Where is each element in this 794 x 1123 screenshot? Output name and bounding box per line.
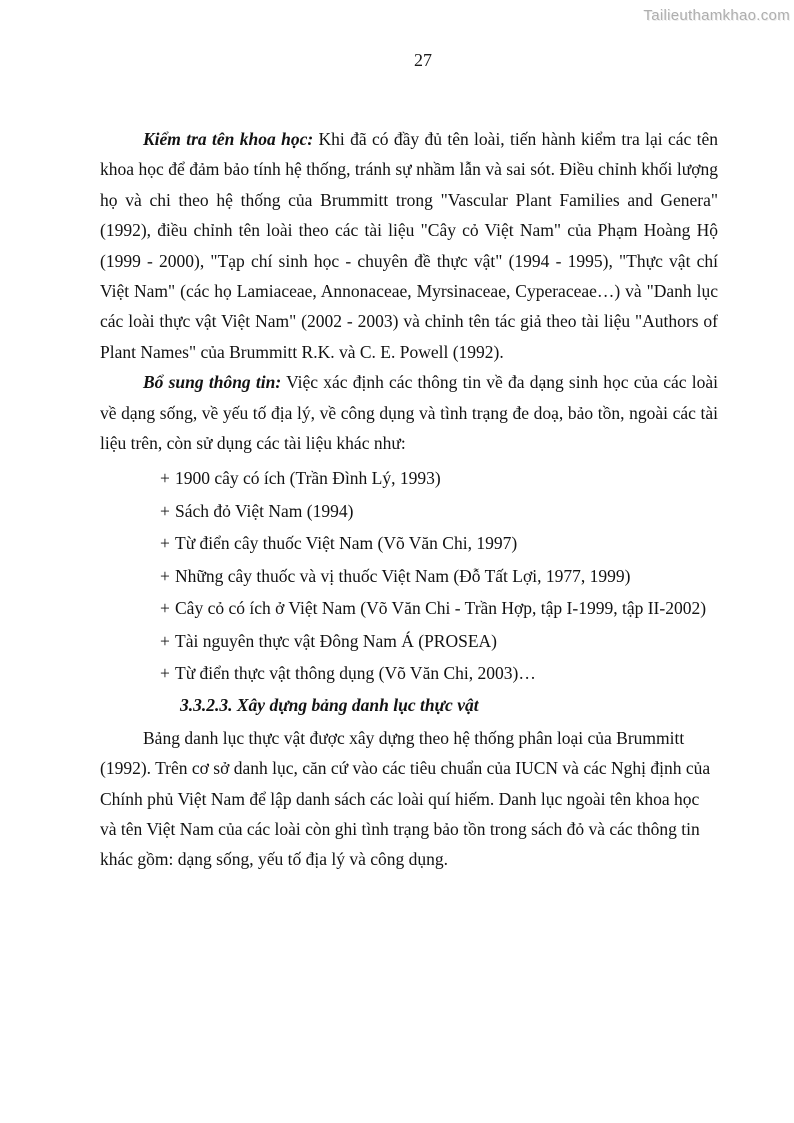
paragraph-supplement-info: [100, 367, 718, 458]
paragraph-checklist-construction: Bảng danh lục thực vật được xây dựng theo hệ thống phân loại của Brummitt (1992). Trên cơ sở danh lục, căn cứ vào các tiêu chuẩn của IUCN và các Nghị định của Chính phủ Việt Nam để lập danh sách các loài quí hiếm. Danh lục ngoài tên khoa học và tên Việt Nam của các loài còn ghi tình trạng bảo tồn trong sách đỏ và các thông tin khác gồm: dạng sống, yếu tố địa lý và công dụng.: [100, 727, 711, 870]
paragraph-body-check: Khi đã có đầy đủ tên loài, tiến hành kiểm tra lại các tên khoa học để đảm bảo tính hệ thống, tránh sự nhầm lẫn và sai sót. Điều chỉnh khối lượng họ và chi theo hệ thống của Brummitt trong "Vascular Plant Families and Genera" (1992), điều chỉnh tên loài theo các tài liệu "Cây cỏ Việt Nam" của Phạm Hoàng Hộ (1999 - 2000), "Tạp chí sinh học - chuyên đề thực vật" (1994 - 1995), "Thực vật chí Việt Nam" (các họ Lamiaceae, Annonaceae, Myrsinaceae, Cyperaceae…) và "Danh lục các loài thực vật Việt Nam" (2002 - 2003) và chỉnh tên tác giả theo tài liệu "Authors of Plant Names" của Brummitt R.K. và C. E. Powell (1992).: [100, 129, 719, 362]
reference-list: [100, 463, 718, 688]
list-item-text: Từ điển thực vật thông dụng (Võ Văn Chi, 2003)…: [175, 662, 536, 683]
plus-marker: +: [160, 565, 170, 586]
paragraph-lead-supplement: Bổ sung thông tin:: [143, 372, 282, 393]
plus-marker: +: [160, 662, 170, 683]
plus-marker: +: [160, 500, 170, 521]
site-watermark: Tailieuthamkhao.com: [643, 7, 790, 24]
list-item: [100, 626, 718, 656]
paragraph-body-supplement: Việc xác định các thông tin về đa dạng sinh học của các loài về dạng sống, về yếu tố địa lý, về công dụng và tình trạng đe doạ, bảo tồn, ngoài các tài liệu trên, còn sử dụng các tài liệu khác như:: [100, 372, 719, 454]
section-heading: 3.3.2.3. Xây dựng bảng danh lục thực vật: [180, 695, 479, 716]
list-item: [100, 593, 718, 623]
page-number: 27: [414, 50, 432, 70]
paragraph-lead-check: Kiểm tra tên khoa học:: [143, 129, 314, 149]
list-item: [100, 496, 718, 526]
list-item: [100, 658, 718, 688]
plus-marker: +: [160, 468, 170, 489]
plus-marker: +: [160, 598, 170, 619]
list-item: [100, 463, 718, 493]
document-content: [100, 124, 718, 875]
list-item-text: Từ điển cây thuốc Việt Nam (Võ Văn Chi, 1997): [175, 533, 518, 554]
list-item-text: Tài nguyên thực vật Đông Nam Á (PROSEA): [175, 630, 498, 651]
list-item-text: Cây cỏ có ích ở Việt Nam (Võ Văn Chi - Trần Hợp, tập I-1999, tập II-2002): [175, 598, 707, 619]
list-item-text: Sách đỏ Việt Nam (1994): [175, 500, 354, 521]
list-item: [100, 561, 718, 591]
list-item: [100, 528, 718, 558]
plus-marker: +: [160, 630, 170, 651]
paragraph-check-scientific-names: [100, 124, 718, 367]
list-item-text: Những cây thuốc và vị thuốc Việt Nam (Đỗ Tất Lợi, 1977, 1999): [175, 565, 631, 586]
plus-marker: +: [160, 533, 170, 554]
list-item-text: 1900 cây có ích (Trần Đình Lý, 1993): [175, 468, 441, 489]
